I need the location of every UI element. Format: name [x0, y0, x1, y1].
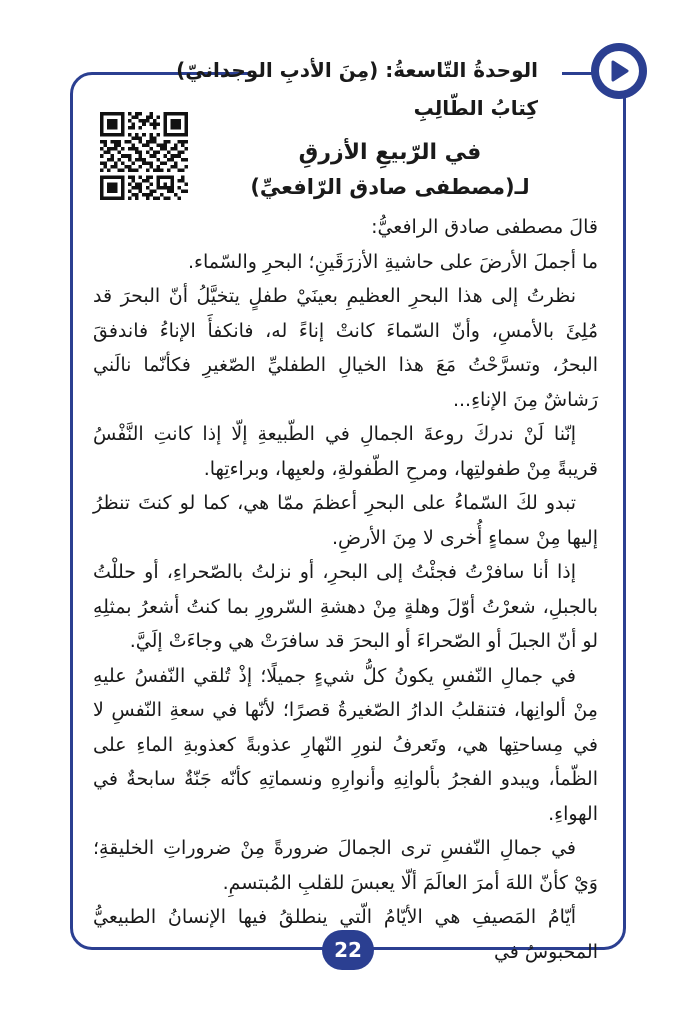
play-triangle-icon [608, 59, 630, 83]
paragraph: إنّنا لَنْ ندركَ روعةَ الجمالِ في الطّبيعةِ إلّا إذا كانتِ النَّفْسُ قريبةً مِنْ طفولتِها، ومرحِ الطّفولةِ، ولعبِها، وبراءتِها. [93, 423, 598, 480]
paragraph: تبدو لكَ السّماءُ على البحرِ أعظمَ ممّا هي، كما لو كنتَ تنظرُ إليها مِنْ سماءٍ أُخرى لا مِنَ الأرضِ. [93, 492, 598, 549]
lesson-body [93, 210, 598, 969]
paragraph: ما أجملَ الأرضَ على حاشيةِ الأزرَقَينِ؛ البحرِ والسّماء. [187, 250, 598, 273]
play-icon[interactable] [591, 43, 647, 99]
unit-title: الوحدةُ التّاسعةُ: (مِنَ الأدبِ الوجدانيّ) [176, 58, 538, 82]
paragraph: إذا أنا سافرْتُ فجئْتُ إلى البحرِ، أو نزلتُ بالصّحراءِ، أو حللْتُ بالجبلِ، شعرْتُ أوّلَ وهلةٍ مِنْ دهشةِ السّرورِ بما كنتُ أشعرُ بمثلِهِ لو أنّ الجبلَ أو الصّحراءَ أو البحرَ قد سافرَتْ هي وجاءَتْ إلَيَّ. [93, 561, 598, 652]
paragraph: نظرتُ إلى هذا البحرِ العظيمِ بعينَيْ طفلٍ يتخيَّلُ أنّ البحرَ قد مُلِئَ بالأمسِ، وأنّ السّماءَ كانتْ إناءً له، فانكفأَ الإناءُ فاندفقَ البحرُ، وتسرَّحْتُ مَعَ هذا الخيالِ الطفليِّ الصّغيرِ فكأنّما نالَني رَشاشٌ مِنَ الإناءِ... [93, 285, 598, 411]
lesson-author: لـ(مصطفى صادق الرّافعيِّ) [250, 175, 530, 199]
page-number-badge: 22 [322, 930, 374, 970]
qr-code-icon[interactable] [100, 112, 188, 200]
paragraph: في جمالِ النّفسِ ترى الجمالَ ضرورةً مِنْ ضروراتِ الخليقةِ؛ وَيْ كأنّ اللهَ أمرَ العالَمَ ألّا يعبسَ للقلبِ المُبتسمِ. [93, 837, 598, 894]
paragraph-intro: قالَ مصطفى صادق الرافعيُّ: [371, 216, 598, 238]
paragraph: في جمالِ النّفسِ يكونُ كلُّ شيءٍ جميلًا؛ إذْ تُلقي النّفسُ عليهِ مِنْ ألوانِها، فتنقلبُ الدارُ الصّغيرةُ قصرًا؛ لأنّها في سعةِ النّفسِ لا في مِساحتِها هي، وتَعرفُ لنورِ النّهارِ عذوبةً كعذوبةِ الماءِ على الظّمأ، ويبدو الفجرُ بألوانِهِ وأنوارِهِ ونسماتِهِ كأنّه جَنّةٌ سابحةٌ في الهواءِ. [93, 664, 598, 825]
book-label: كِتابُ الطّالِبِ [413, 96, 538, 120]
lesson-title: في الرّبيعِ الأزرقِ [298, 140, 482, 165]
paragraph: أيّامُ المَصيفِ هي الأيّامُ الّتي ينطلقُ فيها الإنسانُ الطبيعيُّ المحبوسُ في [93, 906, 598, 963]
header-rule-right [562, 72, 592, 75]
